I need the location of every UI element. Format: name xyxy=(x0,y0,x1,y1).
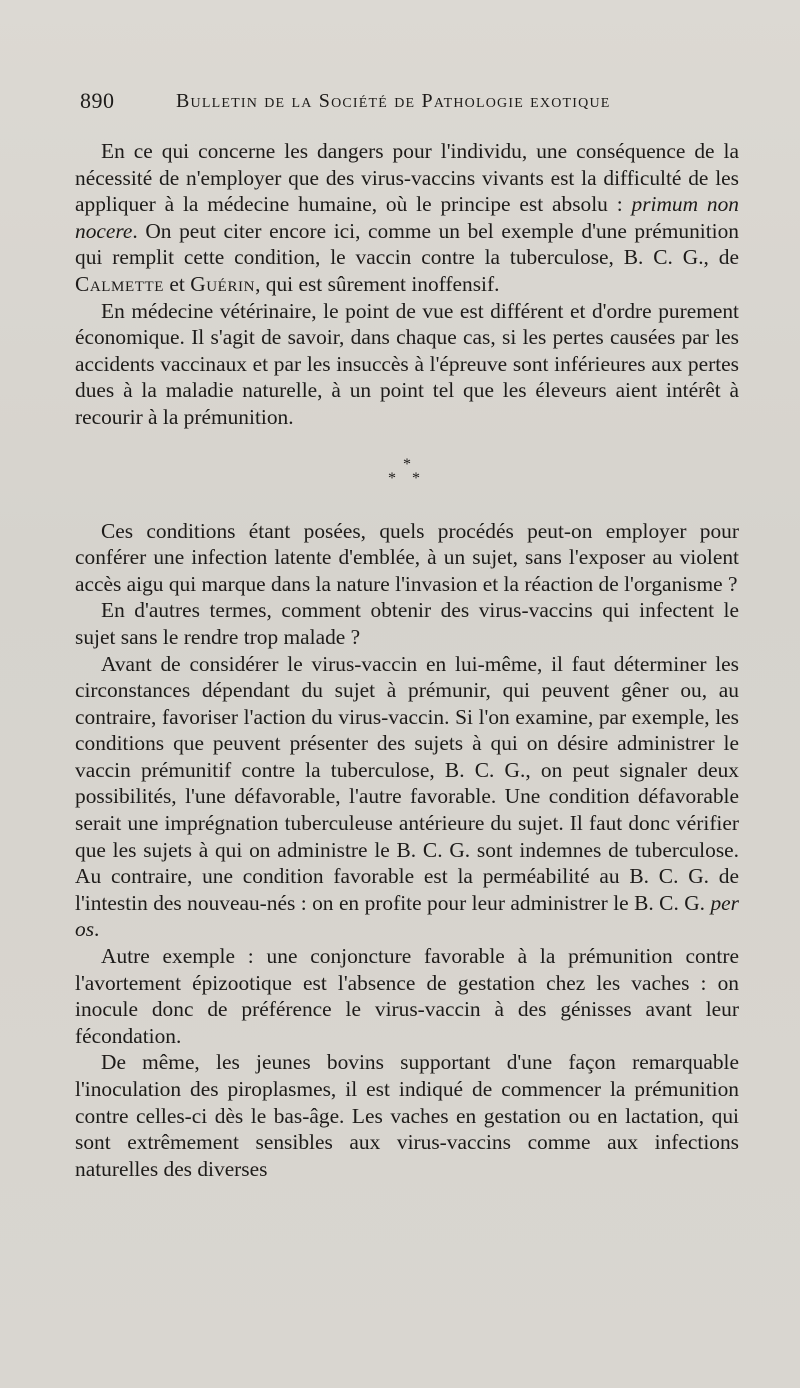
separator-asterisk: * xyxy=(403,455,411,473)
author-name: Calmette xyxy=(75,271,165,296)
paragraph xyxy=(75,651,739,944)
paragraph: En médecine vétérinaire, le point de vue est différent et d'ordre purement économique. Il s'agit de savoir, dans chaque cas, si les pertes causées par les accidents vaccinaux et par les insuccès à l'épreuve sont inférieures aux pertes dues à la maladie naturelle, à un point tel que les éleveurs aient intérêt à recourir à la prémunition. xyxy=(75,298,739,429)
page-header xyxy=(80,88,740,118)
separator-asterisks: * * xyxy=(388,469,426,487)
paragraph-text: . On peut citer encore ici, comme un bel exemple d'une prémunition qui remplit cette condition, le vaccin contre la tuberculose, B. C. G., de xyxy=(75,218,739,270)
latin-phrase: per os xyxy=(75,890,739,942)
paragraph-text: Avant de considérer le virus-vaccin en lui-même, il faut déterminer les circonstances dépendant du sujet à prémunir, qui peuvent gêner ou, au contraire, favoriser l'action du virus-vaccin. Si l'on examine, par exemple, les conditions que peuvent présenter des sujets à qui on désire administrer le vaccin prémunitif contre la tuberculose, B. C. G., on peut signaler deux possibilités, l'une défavorable, l'autre favorable. Une condition défavorable serait une imprégnation tuberculeuse antérieure du sujet. Il faut donc vérifier que les sujets à qui on administre le B. C. G. sont indemnes de tuberculose. Au contraire, une condition favorable est la perméabilité au B. C. G. de l'intestin des nouveau-nés : on en profite pour leur administrer le B. C. G. xyxy=(75,651,739,915)
body-text xyxy=(75,138,739,1182)
paragraph-text: , qui est sûrement inoffensif. xyxy=(255,271,500,296)
author-name: Guérin xyxy=(190,271,256,296)
running-head: Bulletin de la Société de Pathologie exotique xyxy=(176,90,611,112)
paragraph-text: et xyxy=(164,271,191,296)
paragraph: Autre exemple : une conjoncture favorable à la prémunition contre l'avortement épizootique est l'absence de gestation chez les vaches : on inocule donc de préférence le virus-vaccin à des génisses avant leur fécondation. xyxy=(75,944,739,1048)
section-separator xyxy=(75,431,739,518)
paragraph-text: . xyxy=(94,917,100,942)
latin-phrase: primum non nocere xyxy=(75,192,739,243)
paragraph: De même, les jeunes bovins supportant d'une façon remarquable l'inoculation des piroplasmes, il est indiqué de commencer la prémunition contre celles-ci dès le bas-âge. Les vaches en gestation ou en lactation, qui sont extrêmement sensibles aux virus-vaccins comme aux infections naturelles des diverses xyxy=(75,1050,739,1181)
paragraph-text: En ce qui concerne les dangers pour l'individu, une conséquence de la nécessité de n'employer que des virus-vaccins vivants est la difficulté de les appliquer à la médecine humaine, où le principe est absolu : xyxy=(75,139,739,217)
paragraph: En d'autres termes, comment obtenir des virus-vaccins qui infectent le sujet sans le rendre trop malade ? xyxy=(75,598,739,649)
paragraph: Ces conditions étant posées, quels procédés peut-on employer pour conférer une infection latente d'emblée, à un sujet, sans l'exposer au violent accès aigu qui marque dans la nature l'invasion et la réaction de l'organisme ? xyxy=(75,518,739,596)
page-number: 890 xyxy=(80,88,115,113)
paragraph xyxy=(75,138,739,298)
